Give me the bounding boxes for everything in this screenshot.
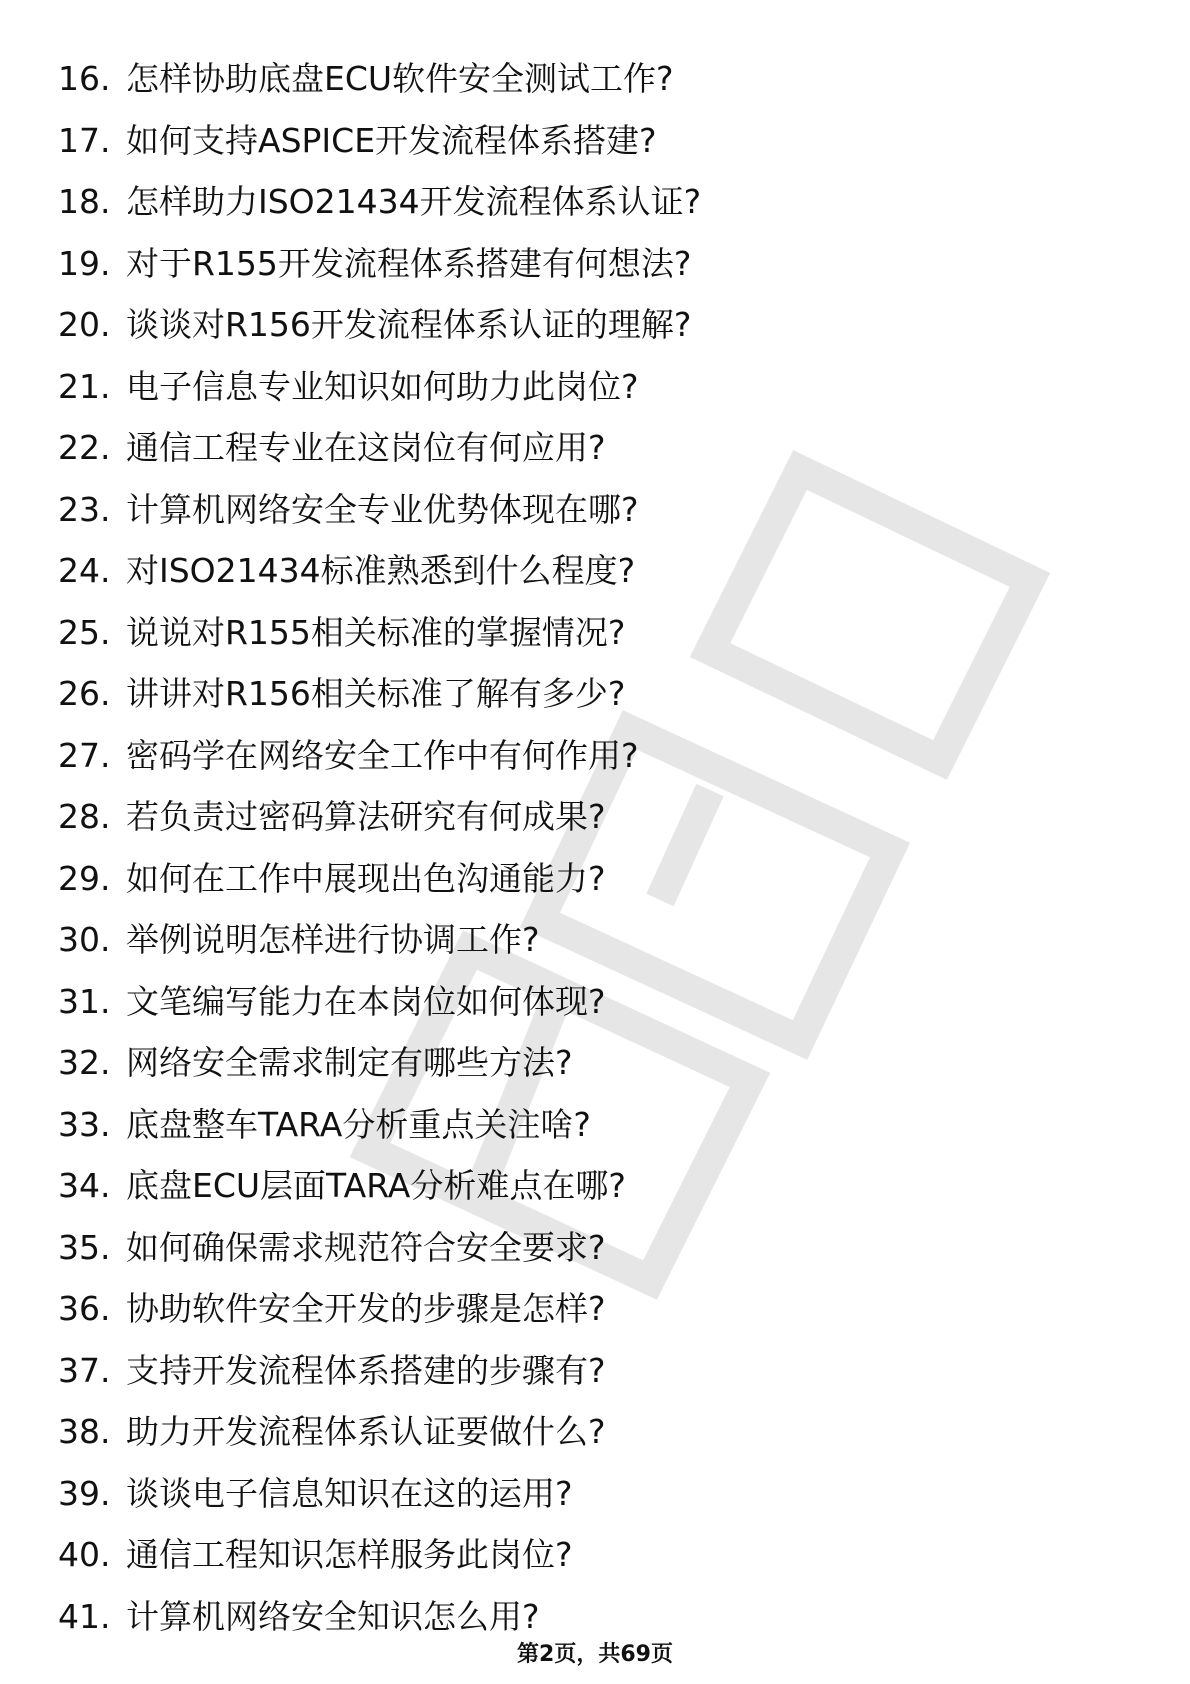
question-item: [58, 602, 1138, 664]
question-text: 说说对R155相关标准的掌握情况?: [126, 612, 626, 652]
question-number: 17.: [58, 120, 111, 160]
question-text: 谈谈电子信息知识在这的运用?: [126, 1473, 573, 1513]
question-number: 34.: [58, 1166, 111, 1206]
question-number: 36.: [58, 1289, 111, 1329]
question-item: [58, 540, 1138, 602]
question-text: 底盘ECU层面TARA分析难点在哪?: [126, 1166, 626, 1206]
question-item: [58, 848, 1138, 910]
question-text: 通信工程专业在这岗位有何应用?: [126, 428, 606, 468]
question-item: [58, 1463, 1138, 1525]
page-footer: 第2页，共69页: [517, 1642, 673, 1667]
question-text: 文笔编写能力在本岗位如何体现?: [126, 981, 606, 1021]
question-number: 37.: [58, 1350, 111, 1390]
question-item: [58, 1524, 1138, 1586]
question-number: 28.: [58, 797, 111, 837]
question-number: 33.: [58, 1104, 111, 1144]
question-number: 22.: [58, 428, 111, 468]
question-text: 如何在工作中展现出色沟通能力?: [126, 858, 606, 898]
question-text: 怎样协助底盘ECU软件安全测试工作?: [126, 59, 674, 99]
question-item: [58, 1340, 1138, 1402]
question-text: 举例说明怎样进行协调工作?: [126, 920, 540, 960]
question-text: 电子信息专业知识如何助力此岗位?: [126, 366, 639, 406]
question-item: [58, 725, 1138, 787]
question-text: 支持开发流程体系搭建的步骤有?: [126, 1350, 606, 1390]
question-text: 如何确保需求规范符合安全要求?: [126, 1227, 606, 1267]
question-item: [58, 1155, 1138, 1217]
question-item: [58, 171, 1138, 233]
question-number: 20.: [58, 305, 111, 345]
question-text: 对ISO21434标准熟悉到什么程度?: [126, 551, 636, 591]
question-item: [58, 663, 1138, 725]
question-text: 若负责过密码算法研究有何成果?: [126, 797, 606, 837]
question-number: 40.: [58, 1535, 111, 1575]
question-item: [58, 1094, 1138, 1156]
question-item: [58, 356, 1138, 418]
question-number: 31.: [58, 981, 111, 1021]
question-number: 26.: [58, 674, 111, 714]
question-item: [58, 1278, 1138, 1340]
question-text: 网络安全需求制定有哪些方法?: [126, 1043, 573, 1083]
question-number: 39.: [58, 1473, 111, 1513]
question-item: [58, 1032, 1138, 1094]
question-number: 27.: [58, 735, 111, 775]
question-item: [58, 786, 1138, 848]
question-item: [58, 1401, 1138, 1463]
question-number: 19.: [58, 243, 111, 283]
question-number: 35.: [58, 1227, 111, 1267]
question-text: 协助软件安全开发的步骤是怎样?: [126, 1289, 606, 1329]
question-number: 16.: [58, 59, 111, 99]
question-item: [58, 909, 1138, 971]
question-number: 23.: [58, 489, 111, 529]
question-number: 25.: [58, 612, 111, 652]
question-text: 密码学在网络安全工作中有何作用?: [126, 735, 639, 775]
question-number: 38.: [58, 1412, 111, 1452]
question-number: 18.: [58, 182, 111, 222]
question-text: 助力开发流程体系认证要做什么?: [126, 1412, 606, 1452]
question-text: 底盘整车TARA分析重点关注啥?: [126, 1104, 591, 1144]
question-item: [58, 479, 1138, 541]
question-text: 计算机网络安全专业优势体现在哪?: [126, 489, 639, 529]
question-item: [58, 1217, 1138, 1279]
question-text: 谈谈对R156开发流程体系认证的理解?: [126, 305, 692, 345]
question-text: 计算机网络安全知识怎么用?: [126, 1596, 540, 1636]
question-item: [58, 233, 1138, 295]
question-number: 21.: [58, 366, 111, 406]
question-text: 如何支持ASPICE开发流程体系搭建?: [126, 120, 657, 160]
question-number: 29.: [58, 858, 111, 898]
question-item: [58, 971, 1138, 1033]
question-item: [58, 48, 1138, 110]
question-item: [58, 110, 1138, 172]
question-number: 30.: [58, 920, 111, 960]
question-list: [58, 48, 1138, 1647]
question-item: [58, 294, 1138, 356]
question-number: 41.: [58, 1596, 111, 1636]
question-text: 讲讲对R156相关标准了解有多少?: [126, 674, 626, 714]
question-item: [58, 417, 1138, 479]
question-number: 24.: [58, 551, 111, 591]
question-text: 对于R155开发流程体系搭建有何想法?: [126, 243, 692, 283]
question-text: 怎样助力ISO21434开发流程体系认证?: [126, 182, 702, 222]
question-number: 32.: [58, 1043, 111, 1083]
question-text: 通信工程知识怎样服务此岗位?: [126, 1535, 573, 1575]
